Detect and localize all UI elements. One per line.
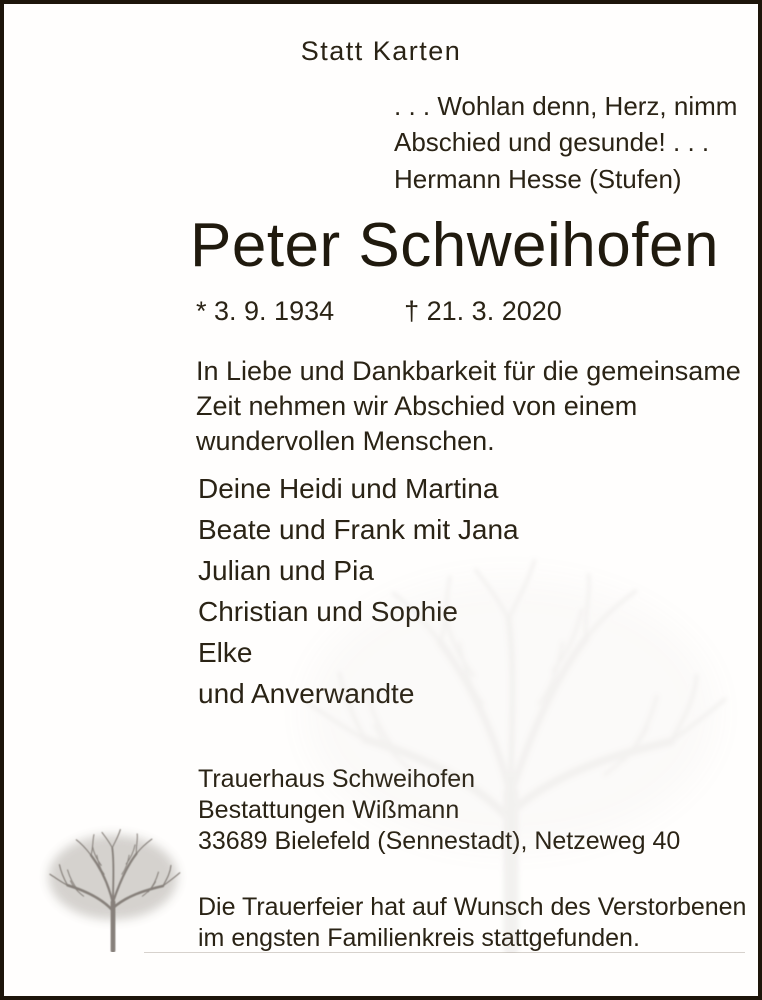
mourner-line: Beate und Frank mit Jana (198, 514, 519, 545)
message-line-2: Zeit nehmen wir Abschied von einem (196, 391, 638, 421)
birth-date: * 3. 9. 1934 (196, 296, 335, 326)
funeral-home-name: Trauerhaus Schweihofen (198, 765, 476, 793)
quote-block (394, 88, 737, 197)
death-date: † 21. 3. 2020 (404, 296, 562, 326)
mourner-line: Christian und Sophie (198, 596, 458, 627)
quote-line-2: Abschied und gesunde! . . . (394, 127, 710, 157)
mourner-line: Julian und Pia (198, 555, 374, 586)
funeral-home-company: Bestattungen Wißmann (198, 796, 460, 824)
message-line-1: In Liebe und Dankbarkeit für die gemeinsame (196, 356, 741, 386)
mourner-line: Deine Heidi und Martina (198, 473, 499, 504)
message-line-3: wundervollen Menschen. (196, 426, 495, 456)
closing-note-line-1: Die Trauerfeier hat auf Wunsch des Verstorbenen (198, 893, 747, 921)
quote-line-1: . . . Wohlan denn, Herz, nimm (394, 91, 738, 121)
closing-note (198, 892, 746, 954)
header-statt-karten: Statt Karten (300, 36, 462, 66)
photo-edge-divider (144, 952, 745, 953)
tree-photo-icon (34, 820, 192, 952)
deceased-name: Peter Schweihofen (190, 211, 719, 280)
mourner-line: Elke (198, 637, 253, 668)
quote-attribution: Hermann Hesse (Stufen) (394, 164, 682, 194)
funeral-home-block (198, 764, 680, 857)
mourners-list (198, 468, 519, 714)
farewell-message (196, 354, 741, 459)
mourner-line: und Anverwandte (198, 678, 415, 709)
closing-note-line-2: im engsten Familienkreis stattgefunden. (198, 924, 640, 952)
life-dates (196, 296, 562, 327)
funeral-home-address: 33689 Bielefeld (Sennestadt), Netzeweg 40 (198, 827, 681, 855)
